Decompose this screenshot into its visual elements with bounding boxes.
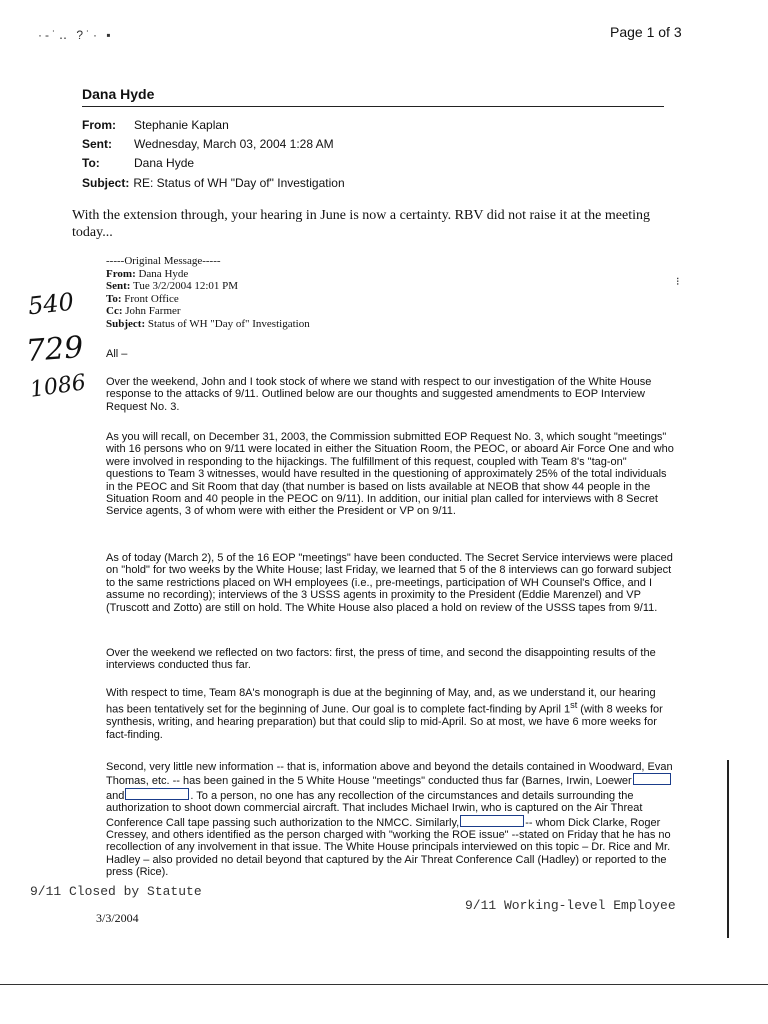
handwritten-number: 1086 — [28, 370, 88, 403]
redaction-box — [125, 788, 189, 800]
original-from — [106, 268, 310, 281]
original-to-value: Front Office — [124, 292, 179, 305]
redaction-stamp: 9/11 Closed by Statute — [30, 884, 202, 899]
paragraph-text: and — [106, 789, 125, 802]
body-paragraph: As of today (March 2), 5 of the 16 EOP "meetings" have been conducted. The Secret Service interviews were placed on "hold" for two weeks by the White House; last Friday, we learned that 5 of the 8 interviews can go forward subject to the same restrictions placed on WH employees (i.e., pre-meetings, participation of WH Counsel's Office, and I assume no recording); interviews of the 3 USSS agents in proximity to the President (Eddie Marenzel) and VP (Truscott and Zotto) are still on hold. The White House also placed a hold on review of the USSS tapes from 9/11. — [106, 552, 673, 614]
footer-date: 3/3/2004 — [96, 911, 139, 925]
body-paragraph: Over the weekend, John and I took stock of where we stand with respect to our investigation of the White House response to the attacks of 9/11. Outlined below are our thoughts and suggested amendments to EOP Interview Request No. 3. — [106, 376, 652, 413]
to-label: To: — [82, 156, 100, 170]
original-message-header — [106, 255, 310, 331]
original-to — [106, 293, 310, 306]
from-value: Stephanie Kaplan — [134, 118, 229, 132]
header-sent — [82, 137, 334, 151]
paragraph-text: (with 8 weeks for synthesis, writing, and hearing preparation) but that could slip to mid-April. So at most, we have 6 more weeks for fact-finding. — [106, 704, 663, 741]
original-cc-value: John Farmer — [125, 305, 181, 318]
paragraph-text: -- whom Dick Clarke, Roger Cressey, and others identified as the person charged with "working the ROE issue" --stated on Friday that he has no recollection of any involvement in that issue. The White House principals interviewed on this topic – Dr. Rice and Mr. Hadley – also provided no detail beyond that captured by the Air Threat Conference Call (Hadley) or reported to the press (Rice). — [106, 816, 671, 879]
header-to — [82, 156, 194, 170]
original-sent-value: Tue 3/2/2004 12:01 PM — [133, 280, 239, 293]
original-divider: -----Original Message----- — [106, 255, 221, 267]
reply-body: With the extension through, your hearing in June is now a certainty. RBV did not raise it at the meeting today... — [72, 208, 650, 240]
paragraph-text: . To a person, no one has any recollection of the circumstances and details surrounding the authorization to shoot down commercial aircraft. That includes Michael Irwin, who is captured on the Air Threat Conference Call tape passing such authorization to the NMCC. Similarly, — [106, 789, 643, 829]
from-label: From: — [82, 118, 116, 132]
page-number: Page 1 of 3 — [610, 24, 682, 40]
original-subject-label: Subject: — [106, 317, 146, 330]
header-subject — [82, 176, 345, 190]
title-divider — [82, 106, 664, 107]
to-value: Dana Hyde — [134, 156, 195, 170]
body-paragraph: Over the weekend we reflected on two factors: first, the press of time, and second the disappointing results of the interviews conducted thus far. — [106, 647, 656, 672]
ordinal-suffix: st — [570, 700, 578, 711]
redaction-box — [633, 773, 671, 785]
original-sent — [106, 280, 310, 293]
sent-value: Wednesday, March 03, 2004 1:28 AM — [134, 137, 334, 151]
original-cc — [106, 305, 310, 318]
original-from-value: Dana Hyde — [138, 267, 189, 280]
scan-marks: ·-˙‥ ?˙· ▪ — [38, 28, 114, 42]
greeting: All – — [106, 348, 128, 360]
original-subject — [106, 318, 310, 331]
handwritten-number: 729 — [24, 330, 85, 369]
original-cc-label: Cc: — [106, 305, 123, 318]
subject-value: RE: Status of WH "Day of" Investigation — [133, 176, 345, 190]
scan-speck: ⁝ — [676, 276, 680, 288]
handwritten-number: 540 — [26, 287, 76, 321]
subject-label: Subject: — [82, 176, 130, 190]
redaction-stamp: 9/11 Working-level Employee — [465, 898, 676, 913]
paragraph-text: With respect to time, Team 8A's monograph is due at the beginning of May, and, as we understand it, our hearing has been tentatively set for the beginning of June. Our goal is to complete fact-finding by April 1 — [106, 687, 656, 717]
original-to-label: To: — [106, 292, 122, 305]
original-from-label: From: — [106, 267, 136, 280]
sent-label: Sent: — [82, 137, 112, 151]
paragraph-text: Second, very little new information -- that is, information above and beyond the details contained in Woodward, Evan Thomas, etc. -- has been gained in the 5 White House "meetings" conducted thus far (Barnes, Irwin, Loewer — [106, 761, 673, 788]
header-from — [82, 118, 229, 132]
redaction-box — [460, 815, 524, 827]
mailbox-owner-title: Dana Hyde — [82, 86, 155, 102]
original-subject-value: Status of WH "Day of" Investigation — [147, 317, 310, 330]
scan-edge-line — [727, 760, 729, 938]
body-paragraph — [106, 687, 674, 741]
original-sent-label: Sent: — [106, 280, 131, 293]
body-paragraph — [106, 761, 674, 879]
body-paragraph: As you will recall, on December 31, 2003, the Commission submitted EOP Request No. 3, which sought "meetings" with 16 persons who on 9/11 were located in either the Situation Room, the PEOC, or aboard Air Force One and who were involved in responding to the hijackings. The fulfillment of this request, coupled with Team 8's "tag-on" questions to Team 3 witnesses, would have resulted in the questioning of approximately 25% of the total individuals in the PEOC and Sit Room that day (that number is based on lists available at NEOB that show 44 people in the Situation Room and 40 people in the PEOC on 9/11). In addition, our initial plan called for interviews with 8 Secret Service agents, 3 of whom were with either the President or VP on 9/11. — [106, 431, 674, 518]
page-bottom-rule — [0, 984, 768, 985]
